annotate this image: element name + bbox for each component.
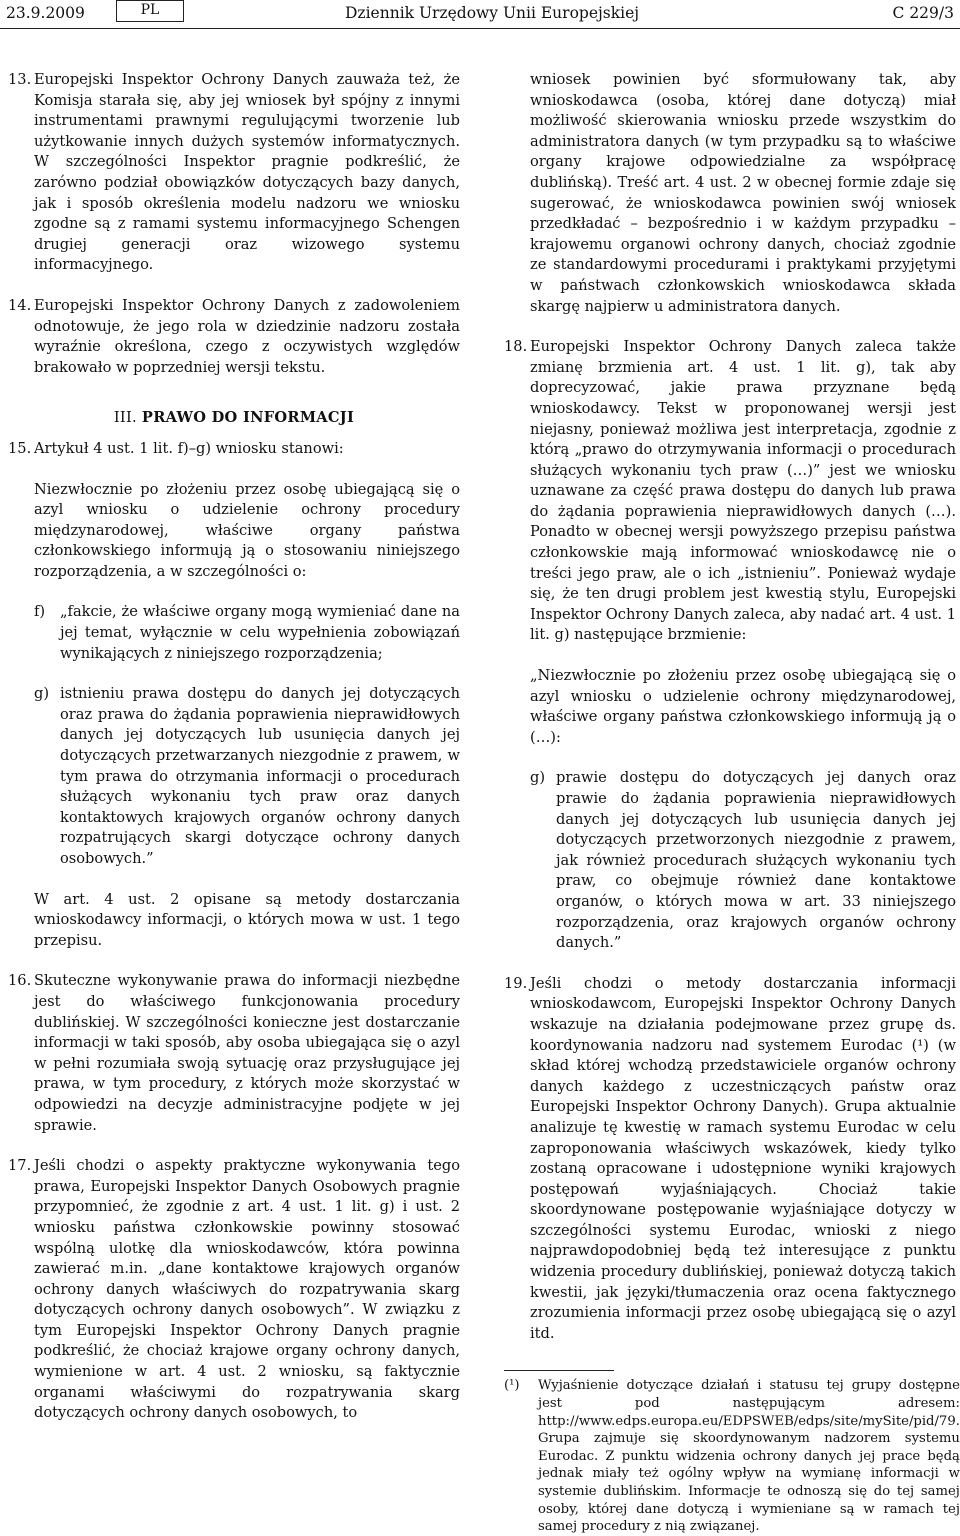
- paragraph-number: 15.: [8, 439, 32, 457]
- item-letter: f): [34, 603, 46, 621]
- language-badge: PL: [116, 0, 184, 22]
- header-rule: [0, 28, 960, 29]
- paragraph-text: Europejski Inspektor Ochrony Danych zauważa też, że Komisja starała się, aby jej wniosek był spójny z innymi instrumentami prawnymi regulującymi tworzenie lub użytkowanie innych dużych systemów informatycznych. W szczególności Inspektor pragnie podkreślić, że zarówno podział obowiązków dotyczących bazy danych, jak i sposób określenia modelu nadzoru we wniosku zgodne są z ramami systemu informacyjnego Schengen drugiej generacji oraz wizowego systemu informacyjnego.: [34, 71, 460, 274]
- left-column: [8, 70, 460, 1444]
- footnote-text: Wyjaśnienie dotyczące działań i statusu tej grupy dostępne jest pod następującym adresem: http://www.edps.europa.eu/EDPSWEB/edps/site/mySite/pid/79. Grupa zajmuje się skoordynowanym nadzorem systemu Eurodac. Z punktu widzenia ochrony danych jej prace będą jednak miały też ogólny wpływ na wymianę informacji w systemie dublińskim. Informacje te odnoszą się do tej samej osoby, której dane dotyczą i wymieniane są w ramach tej samej procedury z nią związanej.: [538, 1378, 960, 1535]
- quote-item-g: [34, 684, 460, 869]
- journal-title: Dziennik Urzędowy Unii Europejskiej: [345, 4, 640, 22]
- paragraph-16: [8, 971, 460, 1136]
- paragraph-after-quote: W art. 4 ust. 2 opisane są metody dostarczania wnioskodawcy informacji, o których mowa w ust. 1 tego przepisu.: [34, 890, 460, 949]
- paragraph-text: Jeśli chodzi o aspekty praktyczne wykonywania tego prawa, Europejski Inspektor Danych Osobowych pragnie przypomnieć, że zgodnie z art. 4 ust. 1 lit. g) i ust. 2 wniosku państwa członkowskie powinny stosować wspólną ulotkę dla wnioskodawców, która powinna zawierać m.in. „dane kontaktowe krajowych organów ochrony danych właściwych do rozpatrywania skarg dotyczących ochrony danych osobowych”. W związku z tym Europejski Inspektor Ochrony Danych pragnie podkreślić, że chociaż krajowe organy ochrony danych, wymienione w art. 4 ust. 2 wniosku, są faktycznie organami właściwymi do rozpatrywania skarg dotyczących ochrony danych osobowych, to: [34, 1157, 460, 1422]
- quote-intro: Niezwłocznie po złożeniu przez osobę ubiegającą się o azyl wniosku o udzielenie ochrony procedury międzynarodowej, właściwe organy państwa członkowskiego informują ją o stosowaniu niniejszego rozporządzenia, a w szczególności o:: [34, 480, 460, 580]
- paragraph-number: 13.: [8, 71, 32, 88]
- paragraph-text: Artykuł 4 ust. 1 lit. f)–g) wniosku stanowi:: [34, 439, 344, 457]
- right-column: [504, 70, 960, 1536]
- paragraph-number: 19.: [504, 974, 528, 992]
- section-heading: [8, 408, 460, 429]
- paragraph-text: Europejski Inspektor Ochrony Danych z zadowoleniem odnotowuje, że jego rola w dziedzinie nadzoru została wyraźnie określona, czego z oczywistych względów brakowało w poprzedniej wersji tekstu.: [34, 296, 460, 376]
- quote-item-f: [34, 602, 460, 664]
- paragraph-15: [8, 439, 460, 460]
- paragraph-text: Skuteczne wykonywanie prawa do informacji niezbędne jest do właściwego funkcjonowania procedury dublińskiej. W szczególności konieczne jest dostarczanie informacji w taki sposób, aby osoba ubiegająca się o azyl w pełni rozumiała swoją sytuację oraz przysługujące jej prawa, w tym procedury, z których może skorzystać w odpowiedzi na decyzje administracyjne podjęte w jej sprawie.: [34, 972, 460, 1134]
- header-date: 23.9.2009: [6, 4, 85, 22]
- paragraph-17-continued: wniosek powinien być sformułowany tak, aby wnioskodawca (osoba, której dane dotyczą) miał możliwość skierowania wniosku przede wszystkim do administratora danych (w tym przypadku są to właściwe organy krajowe odpowiedzialne za współpracę dublińską). Treść art. 4 ust. 2 w obecnej formie zdaje się sugerować, że wnioskodawca powinien swój wniosek przedkładać – bezpośrednio i w każdym przypadku – krajowemu organowi ochrony danych, chociaż zgodnie ze standardowymi procedurami i praktykami przyjętymi w państwach członkowskich wnioskodawca składa skargę najpierw u administratora danych.: [530, 71, 956, 315]
- item-letter: g): [34, 685, 50, 703]
- paragraph-number: 16.: [8, 972, 32, 990]
- journal-reference: C 229/3: [892, 4, 954, 22]
- section-title: PRAWO DO INFORMACJI: [141, 409, 355, 427]
- paragraph-text: Jeśli chodzi o metody dostarczania informacji wnioskodawcom, Europejski Inspektor Ochrony Danych wskazuje na działania podejmowane przez grupę ds. koordynowania nadzoru nad systemem Eurodac (¹) (w skład której wchodzą przedstawiciele organów ochrony danych każdego z uczestniczących państw oraz Europejski Inspektor Ochrony Danych). Grupa aktualnie analizuje tę kwestię w ramach systemu Eurodac w celu zaproponowania właściwych wskazówek, kiedy tylko zostaną opracowane i udostępnione wyniki krajowych postępowań wyjaśniających. Chociaż takie skoordynowane postępowanie wyjaśniające dotyczy w szczególności systemu Eurodac, wnioski z niego najprawdopodobniej będą też interesujące z punktu widzenia procedury dublińskiej, ponieważ dotyczą takich kwestii, jak języki/tłumaczenia oraz ocena faktycznego zrozumienia informacji przez osobę ubiegającą się o azyl itd.: [530, 974, 956, 1342]
- item-text: istnieniu prawa dostępu do danych jej dotyczących oraz prawa do żądania poprawienia nieprawidłowych danych jej dotyczących lub usunięcia danych jej dotyczących przetwarzanych niezgodnie z prawem, w tym prawa do otrzymania informacji o procedurach służących wykonaniu tych praw oraz danych kontaktowych krajowych organów ochrony danych rozpatrujących skargi dotyczące ochrony danych osobowych.”: [60, 685, 460, 867]
- page-header: [0, 0, 960, 30]
- item-letter: g): [530, 769, 546, 787]
- paragraph-14: [8, 296, 460, 378]
- paragraph-18: [504, 337, 956, 646]
- paragraph-number: 17.: [8, 1157, 32, 1175]
- paragraph-17: [8, 1156, 460, 1424]
- quote-intro: „Niezwłocznie po złożeniu przez osobę ubiegającą się o azyl wniosku o udzielenie ochrony międzynarodowej, właściwe organy państwa członkowskiego informują ją o (…):: [530, 667, 956, 746]
- item-text: prawie dostępu do dotyczących jej danych oraz prawie do żądania poprawienia nieprawidłowych danych jej dotyczących lub usunięcia danych jej dotyczących przetworzonych niezgodnie z prawem, jak również procedurach służących wykonaniu tych praw, co obejmuje również dane kontaktowe organów, o których mowa w art. 33 niniejszego rozporządzenia, oraz krajowych organów ochrony danych.”: [556, 769, 956, 952]
- paragraph-19: [504, 974, 956, 1345]
- item-text: „fakcie, że właściwe organy mogą wymieniać dane na jej temat, wyłącznie w celu wypełnienia zobowiązań wynikających z niniejszego rozporządzenia;: [60, 603, 460, 662]
- paragraph-number: 18.: [504, 338, 528, 356]
- footnote-number: (¹): [504, 1378, 520, 1394]
- quote-item-g: [530, 768, 956, 953]
- paragraph-text: Europejski Inspektor Ochrony Danych zaleca także zmianę brzmienia art. 4 ust. 1 lit. g), tak aby doprecyzować, jakie prawa przyznane będą wnioskodawcy. Tekst w proponowanej wersji jest niejasny, ponieważ możliwa jest interpretacja, zgodnie z którą „prawo do otrzymywania informacji o procedurach służących wykonaniu tych praw (…)” jest we wniosku uznawane za część prawa dostępu do danych lub prawa do żądania poprawienia nieprawidłowych danych (…). Ponadto w obecnej wersji powyższego przepisu państwa członkowskie mają informować wnioskodawcę nie o treści jego praw, ale o ich „istnieniu”. Ponieważ wydaje się, że ten drugi problem jest kwestią stylu, Europejski Inspektor Ochrony Danych zaleca, aby nadać art. 4 ust. 1 lit. g) następujące brzmienie:: [530, 338, 956, 644]
- section-number: III.: [113, 409, 137, 427]
- footnote-rule: [504, 1370, 614, 1371]
- paragraph-13: [8, 70, 460, 276]
- footnote: [504, 1377, 960, 1535]
- paragraph-number: 14.: [8, 296, 32, 314]
